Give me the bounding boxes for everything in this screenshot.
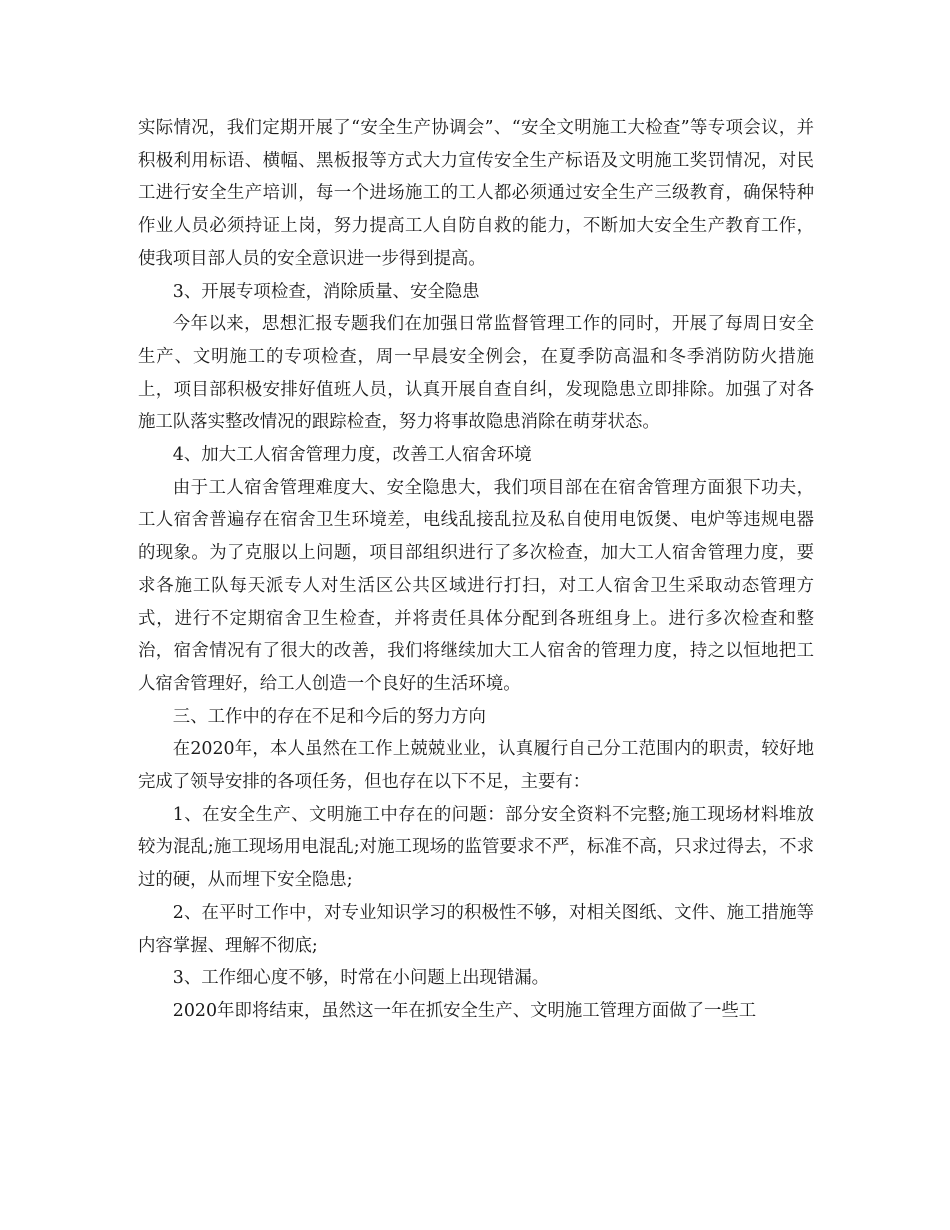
list-item-3: 3、工作细心度不够，时常在小问题上出现错漏。: [172, 968, 550, 989]
section-heading-4: 4、加大工人宿舍管理力度，改善工人宿舍环境: [172, 445, 532, 466]
paragraph-5: 2020年即将结束，虽然这一年在抓安全生产、文明施工管理方面做了一些工: [172, 1000, 757, 1021]
paragraph-4: 在2020年，本人虽然在工作上兢兢业业，认真履行自己分工范围内的职责，较好地完成了领导安排的各项任务，但也存在以下不足，主要有：: [138, 739, 814, 793]
paragraph-3: 由于工人宿舍管理难度大、安全隐患大，我们项目部在在宿舍管理方面狠下功夫，工人宿舍普遍存在宿舍卫生环境差，电线乱接乱拉及私自使用电饭煲、电炉等违规电器的现象。为了克服以上问题，项目部组织进行了多次检查，加大工人宿舍管理力度，要求各施工队每天派专人对生活区公共区域进行打扫，对工人宿舍卫生采取动态管理方式，进行不定期宿舍卫生检查，并将责任具体分配到各班组身上。进行多次检查和整治，宿舍情况有了很大的改善，我们将继续加大工人宿舍的管理力度，持之以恒地把工人宿舍管理好，给工人创造一个良好的生活环境。: [138, 477, 814, 694]
list-item-2: 2、在平时工作中，对专业知识学习的积极性不够，对相关图纸、文件、施工措施等内容掌握、理解不彻底;: [138, 902, 814, 956]
paragraph-2: 今年以来，思想汇报专题我们在加强日常监督管理工作的同时，开展了每周日安全生产、文明施工的专项检查，周一早晨安全例会，在夏季防高温和冬季消防防火措施上，项目部积极安排好值班人员，认真开展自查自纠，发现隐患立即排除。加强了对各施工队落实整改情况的跟踪检查，努力将事故隐患消除在萌芽状态。: [138, 314, 814, 433]
list-item-1: 1、在安全生产、文明施工中存在的问题：部分安全资料不完整;施工现场材料堆放较为混乱;施工现场用电混乱;对施工现场的监管要求不严，标准不高，只求过得去，不求过的硬，从而埋下安全隐患;: [138, 804, 814, 891]
paragraph-1: 实际情况，我们定期开展了“安全生产协调会”、“安全文明施工大检查”等专项会议，并积极利用标语、横幅、黑板报等方式大力宣传安全生产标语及文明施工奖罚情况，对民工进行安全生产培训，每一个进场施工的工人都必须通过安全生产三级教育，确保特种作业人员必须持证上岗，努力提高工人自防自救的能力，不断加大安全生产教育工作，使我项目部人员的安全意识进一步得到提高。: [138, 118, 814, 269]
document-body: [138, 112, 814, 1028]
chapter-heading-3: 三、工作中的存在不足和今后的努力方向: [172, 706, 486, 727]
section-heading-3: 3、开展专项检查，消除质量、安全隐患: [172, 281, 480, 302]
